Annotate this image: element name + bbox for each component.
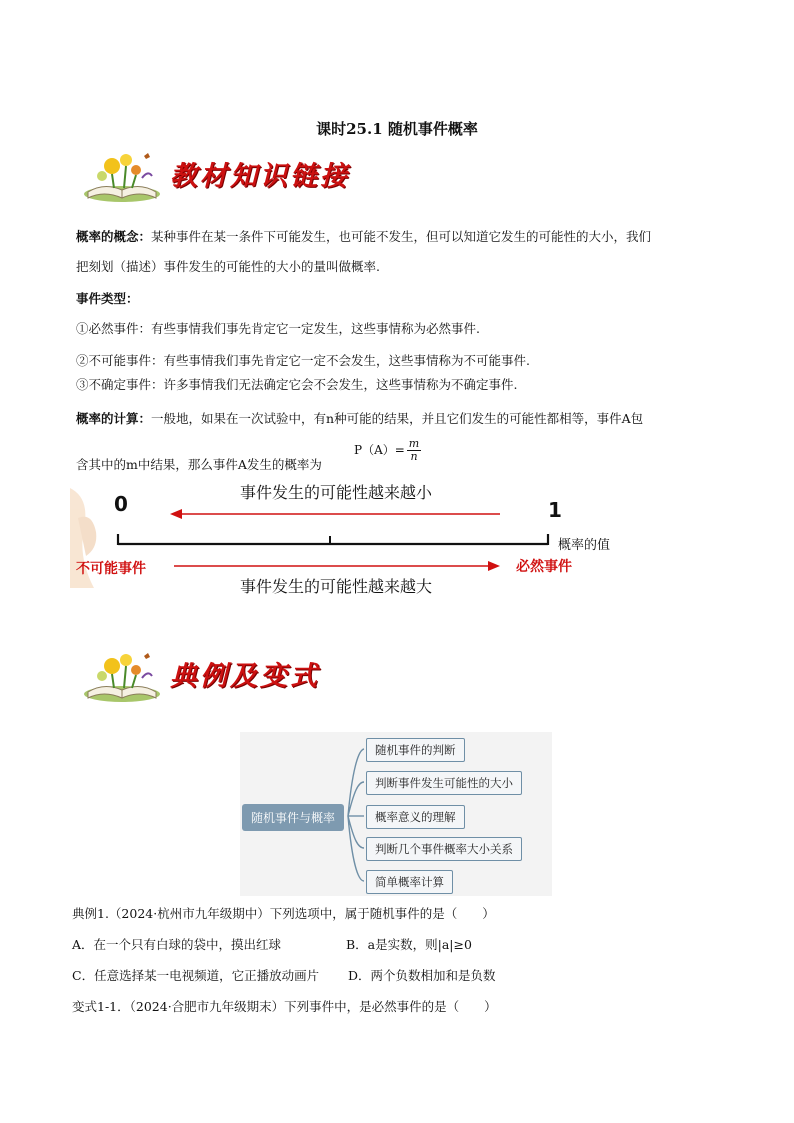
section-banner-knowledge — [82, 148, 382, 204]
concept-line1: 某种事件在某一条件下可能发生，也可能不发生，但可以知道它发生的可能性的大小，我们 — [151, 229, 652, 244]
example1-option-a: A．在一个只有白球的袋中，摸出红球 — [72, 937, 282, 952]
scale-one-label: 1 — [548, 498, 562, 522]
mind-map-branch: 概率意义的理解 — [366, 805, 465, 829]
concept-paragraph — [76, 226, 726, 278]
type-item-impossible: ②不可能事件：有些事情我们事先肯定它一定不会发生，这些事情称为不可能事件. — [76, 353, 530, 368]
example1-stem: 典例1.（2024·杭州市九年级期中）下列选项中，属于随机事件的是（ ） — [72, 906, 495, 921]
page-title: 课时25.1 随机事件概率 — [316, 120, 478, 138]
calc-line1: 概率的计算：一般地，如果在一次试验中，有n种可能的结果，并且它们发生的可能性都相等，事件A包 — [76, 411, 644, 426]
mind-map-branch: 判断几个事件概率大小关系 — [366, 837, 522, 861]
book-flowers-icon — [82, 648, 162, 704]
mind-map — [240, 732, 552, 896]
concept-label: 概率的概念： — [76, 229, 152, 244]
scale-bottom-text: 事件发生的可能性越来越大 — [240, 577, 433, 596]
types-label: 事件类型： — [76, 291, 139, 306]
example1-option-c: C．任意选择某一电视频道，它正播放动画片 — [72, 968, 320, 983]
mind-map-branch: 随机事件的判断 — [366, 738, 465, 762]
scale-top-text: 事件发生的可能性越来越小 — [240, 483, 433, 502]
probability-formula — [354, 438, 421, 463]
example1-option-b: B．a是实数，则|a|≥0 — [346, 937, 472, 952]
top-arrow-head — [170, 509, 182, 519]
formula-fraction: $\frac{m}{n}$ — [408, 437, 420, 463]
scale-axis-label: 概率的值 — [558, 538, 611, 553]
calc-label: 概率的计算： — [76, 411, 152, 426]
mind-map-branch: 简单概率计算 — [366, 870, 453, 894]
bottom-arrow-head — [488, 561, 500, 571]
section-banner-examples — [82, 648, 382, 704]
banner-title: 教材知识链接 — [170, 161, 350, 192]
calc-line2: 含其中的m中结果，那么事件A发生的概率为 — [76, 457, 322, 472]
formula-lhs: P（A）= — [354, 443, 405, 457]
example1-option-d: D．两个负数相加和是负数 — [348, 968, 496, 983]
type-item-uncertain: ③不确定事件：许多事情我们无法确定它会不会发生，这些事情称为不确定事件. — [76, 377, 518, 392]
concept-line2: 把刻划（描述）事件发生的可能性的大小的量叫做概率. — [76, 259, 380, 274]
mind-map-branch: 判断事件发生可能性的大小 — [366, 771, 522, 795]
type-item-certain: ①必然事件：有些事情我们事先肯定它一定发生，这些事情称为必然事件. — [76, 321, 480, 336]
book-flowers-icon — [82, 148, 162, 204]
scale-right-label: 必然事件 — [516, 559, 572, 575]
scale-left-label: 不可能事件 — [76, 561, 146, 577]
banner-title: 典例及变式 — [170, 661, 320, 692]
scale-zero-label: 0 — [114, 492, 128, 516]
mind-map-root: 随机事件与概率 — [242, 804, 344, 831]
variant1-stem: 变式1-1．（2024·合肥市九年级期末）下列事件中，是必然事件的是（ ） — [72, 999, 497, 1014]
